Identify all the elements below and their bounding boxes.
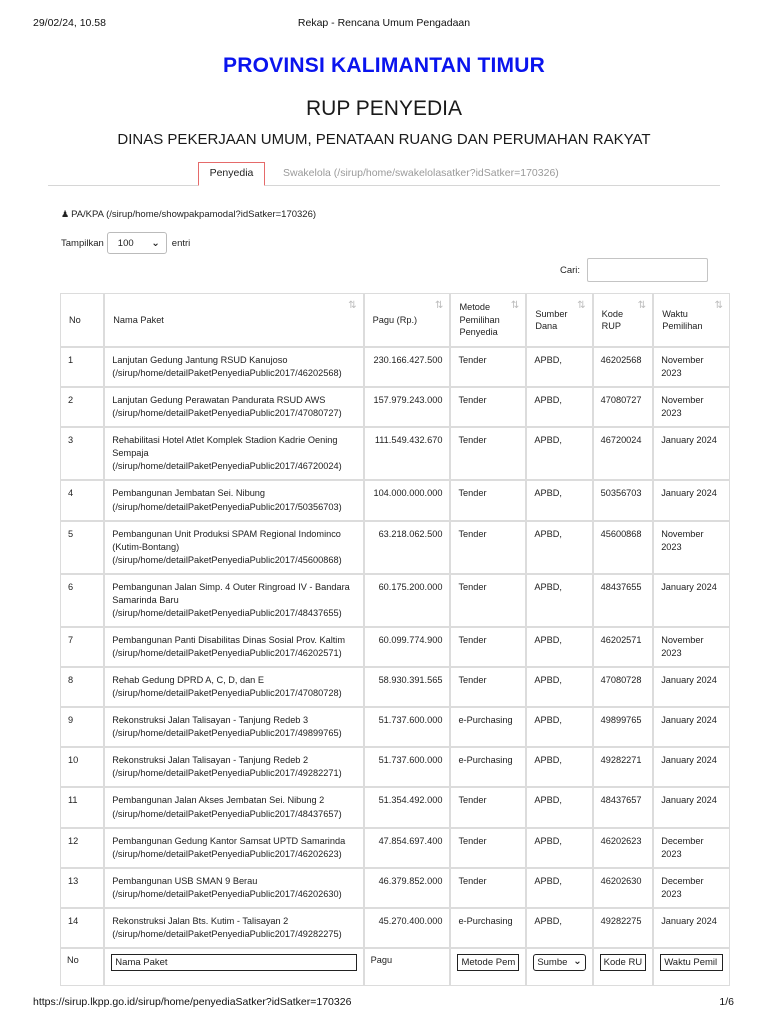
- cell-waktu: November 2023: [653, 521, 730, 574]
- cell-pagu: 60.099.774.900: [364, 627, 451, 667]
- table-row: [60, 347, 730, 387]
- table-row: [60, 707, 730, 747]
- cell-sumber: APBD,: [526, 707, 592, 747]
- cell-pagu: 51.354.492.000: [364, 787, 451, 827]
- cell-nama[interactable]: [104, 908, 363, 948]
- rup-title: RUP PENYEDIA: [306, 97, 462, 120]
- filter-sumber-value: Sumbe: [537, 956, 568, 968]
- cell-sumber: APBD,: [526, 387, 592, 427]
- tab-swakelola[interactable]: Swakelola (/sirup/home/swakelolasatker?idSatker=170326): [283, 167, 559, 179]
- sort-icon: ⇅: [577, 300, 586, 311]
- cell-metode: Tender: [450, 627, 526, 667]
- cell-waktu: January 2024: [653, 480, 730, 520]
- cell-waktu: January 2024: [653, 427, 730, 480]
- cell-nama[interactable]: [104, 347, 363, 387]
- cell-metode: Tender: [450, 427, 526, 480]
- paket-name[interactable]: Rekonstruksi Jalan Bts. Kutim - Talisayan 2: [112, 915, 289, 926]
- filter-metode-input[interactable]: Metode Pem: [457, 954, 519, 971]
- cell-nama[interactable]: [104, 480, 363, 520]
- cell-sumber: APBD,: [526, 427, 592, 480]
- entries-suffix: entri: [171, 237, 191, 249]
- table-row: [60, 387, 730, 427]
- paket-link[interactable]: (/sirup/home/detailPaketPenyediaPublic2017/49282271): [112, 768, 342, 779]
- cell-pagu: 111.549.432.670: [364, 427, 451, 480]
- cell-kode: 46720024: [593, 427, 654, 480]
- cell-metode: Tender: [450, 868, 526, 908]
- cell-no: 3: [60, 427, 104, 480]
- cell-metode: Tender: [450, 574, 526, 627]
- sort-icon: ⇅: [510, 300, 520, 311]
- footer-pagu: Pagu: [364, 948, 451, 986]
- cell-kode: 49899765: [593, 707, 654, 747]
- cell-no: 6: [60, 574, 104, 627]
- cell-kode: 47080727: [593, 387, 654, 427]
- paket-link[interactable]: (/sirup/home/detailPaketPenyediaPublic2017/47080727): [112, 408, 342, 419]
- col-header-waktu[interactable]: Waktu Pemilihan ⇅: [653, 293, 730, 347]
- entries-length-control: [61, 232, 190, 254]
- footer-metode-cell: [450, 948, 526, 986]
- cell-pagu: 104.000.000.000: [364, 480, 451, 520]
- table-row: [60, 574, 730, 627]
- cell-no: 7: [60, 627, 104, 667]
- cell-metode: e-Purchasing: [450, 908, 526, 948]
- print-page-title: Rekap - Rencana Umum Pengadaan: [297, 17, 471, 29]
- paket-name[interactable]: Rekonstruksi Jalan Talisayan - Tanjung Redeb 2: [112, 755, 309, 766]
- cell-sumber: APBD,: [526, 868, 592, 908]
- paket-name[interactable]: Pembangunan Panti Disabilitas Dinas Sosial Prov. Kaltim: [112, 634, 345, 645]
- print-datetime: 29/02/24, 10.58: [33, 17, 106, 29]
- filter-sumber-select[interactable]: [533, 954, 585, 971]
- cell-pagu: 157.979.243.000: [364, 387, 451, 427]
- tab-bar: [48, 162, 720, 186]
- table-row: [60, 908, 730, 948]
- footer-sumber-cell: [526, 948, 592, 986]
- footer-no: No: [60, 948, 104, 986]
- cell-kode: 46202630: [593, 868, 654, 908]
- cell-sumber: APBD,: [526, 667, 592, 707]
- search-label: Cari:: [560, 264, 581, 276]
- cell-sumber: APBD,: [526, 347, 592, 387]
- cell-pagu: 58.930.391.565: [364, 667, 451, 707]
- cell-metode: e-Purchasing: [450, 707, 526, 747]
- pa-kpa-link[interactable]: [61, 209, 316, 220]
- cell-waktu: January 2024: [653, 707, 730, 747]
- filter-kode-input[interactable]: Kode RU: [600, 954, 647, 971]
- cell-no: 4: [60, 480, 104, 520]
- paket-name[interactable]: Pembangunan USB SMAN 9 Berau: [112, 875, 258, 886]
- search-control: [560, 258, 708, 282]
- sort-icon: ⇅: [348, 300, 357, 311]
- cell-pagu: 45.270.400.000: [364, 908, 451, 948]
- paket-link[interactable]: (/sirup/home/detailPaketPenyediaPublic2017/46720024): [112, 461, 342, 472]
- cell-kode: 49282275: [593, 908, 654, 948]
- paket-link[interactable]: (/sirup/home/detailPaketPenyediaPublic2017/48437657): [112, 808, 342, 819]
- filter-nama-input[interactable]: Nama Paket: [111, 954, 356, 971]
- footer-kode-cell: [593, 948, 654, 986]
- cell-pagu: 46.379.852.000: [364, 868, 451, 908]
- cell-nama[interactable]: [104, 427, 363, 480]
- col-header-nama[interactable]: Nama Paket ⇅: [104, 293, 363, 347]
- cell-kode: 46202568: [593, 347, 654, 387]
- print-url: https://sirup.lkpp.go.id/sirup/home/penyediaSatker?idSatker=170326: [33, 996, 352, 1008]
- table-row: [60, 480, 730, 520]
- cell-kode: 48437657: [593, 787, 654, 827]
- col-header-kode[interactable]: Kode RUP ⇅: [593, 293, 654, 347]
- cell-pagu: 230.166.427.500: [364, 347, 451, 387]
- col-header-no[interactable]: No: [60, 293, 104, 347]
- paket-name[interactable]: Rehab Gedung DPRD A, C, D, dan E: [112, 675, 264, 686]
- cell-nama[interactable]: [104, 627, 363, 667]
- cell-sumber: APBD,: [526, 480, 592, 520]
- cell-kode: 50356703: [593, 480, 654, 520]
- table-row: [60, 667, 730, 707]
- table-row: [60, 828, 730, 868]
- cell-metode: Tender: [450, 387, 526, 427]
- entries-prefix: Tampilkan: [61, 237, 104, 249]
- cell-no: 13: [60, 868, 104, 908]
- cell-nama[interactable]: [104, 747, 363, 787]
- cell-nama[interactable]: [104, 828, 363, 868]
- cell-no: 12: [60, 828, 104, 868]
- sort-icon: ⇅: [714, 300, 723, 311]
- cell-sumber: APBD,: [526, 828, 592, 868]
- cell-nama[interactable]: [104, 868, 363, 908]
- table-row: [60, 521, 730, 574]
- table-row: [60, 868, 730, 908]
- cell-kode: 49282271: [593, 747, 654, 787]
- cell-metode: Tender: [450, 667, 526, 707]
- sort-icon: ⇅: [637, 300, 647, 311]
- table-row: [60, 427, 730, 480]
- cell-nama[interactable]: [104, 521, 363, 574]
- cell-no: 5: [60, 521, 104, 574]
- cell-no: 9: [60, 707, 104, 747]
- paket-link[interactable]: (/sirup/home/detailPaketPenyediaPublic2017/47080728): [112, 688, 342, 699]
- cell-no: 8: [60, 667, 104, 707]
- paket-link[interactable]: (/sirup/home/detailPaketPenyediaPublic2017/48437655): [112, 607, 342, 618]
- cell-waktu: December 2023: [653, 828, 730, 868]
- paket-name[interactable]: Pembangunan Jalan Simp. 4 Outer Ringroad IV - Bandara Samarinda Baru: [112, 581, 350, 605]
- cell-waktu: January 2024: [653, 787, 730, 827]
- col-header-sumber[interactable]: Sumber Dana ⇅: [526, 293, 592, 347]
- cell-kode: 46202623: [593, 828, 654, 868]
- col-header-pagu[interactable]: Pagu (Rp.) ⇅: [364, 293, 451, 347]
- search-input[interactable]: [587, 258, 708, 282]
- cell-waktu: January 2024: [653, 908, 730, 948]
- cell-kode: 46202571: [593, 627, 654, 667]
- paket-name[interactable]: Pembangunan Unit Produksi SPAM Regional Indominco (Kutim-Bontang): [112, 528, 341, 552]
- paket-name[interactable]: Lanjutan Gedung Jantung RSUD Kanujoso: [112, 355, 288, 365]
- cell-kode: 45600868: [593, 521, 654, 574]
- cell-waktu: November 2023: [653, 347, 730, 387]
- cell-metode: Tender: [450, 347, 526, 387]
- paket-link[interactable]: (/sirup/home/detailPaketPenyediaPublic2017/46202568): [112, 368, 342, 379]
- sort-icon: ⇅: [435, 300, 444, 311]
- cell-no: 14: [60, 908, 104, 948]
- paket-name[interactable]: Rehabilitasi Hotel Atlet Komplek Stadion Kadrie Oening Sempaja: [112, 435, 338, 459]
- cell-nama[interactable]: [104, 387, 363, 427]
- paket-link[interactable]: (/sirup/home/detailPaketPenyediaPublic2017/50356703): [112, 501, 342, 512]
- cell-waktu: January 2024: [653, 747, 730, 787]
- entries-select-value: 100: [117, 237, 134, 249]
- filter-waktu-input[interactable]: Waktu Pemil: [660, 954, 723, 971]
- cell-pagu: 60.175.200.000: [364, 574, 451, 627]
- cell-pagu: 51.737.600.000: [364, 747, 451, 787]
- cell-sumber: APBD,: [526, 574, 592, 627]
- footer-nama-cell: [104, 948, 363, 986]
- cell-waktu: January 2024: [653, 667, 730, 707]
- cell-no: 11: [60, 787, 104, 827]
- dinas-title: DINAS PEKERJAAN UMUM, PENATAAN RUANG DAN PERUMAHAN RAKYAT: [117, 131, 651, 148]
- cell-sumber: APBD,: [526, 747, 592, 787]
- cell-metode: Tender: [450, 828, 526, 868]
- cell-waktu: November 2023: [653, 387, 730, 427]
- cell-pagu: 47.854.697.400: [364, 828, 451, 868]
- cell-sumber: APBD,: [526, 521, 592, 574]
- cell-sumber: APBD,: [526, 787, 592, 827]
- cell-pagu: 51.737.600.000: [364, 707, 451, 747]
- paket-name[interactable]: Pembangunan Gedung Kantor Samsat UPTD Samarinda: [112, 835, 346, 846]
- print-header: [0, 17, 768, 31]
- tab-penyedia[interactable]: Penyedia: [198, 162, 265, 186]
- cell-nama[interactable]: [104, 787, 363, 827]
- table-row: [60, 627, 730, 667]
- cell-nama[interactable]: [104, 707, 363, 747]
- cell-no: 10: [60, 747, 104, 787]
- cell-kode: 47080728: [593, 667, 654, 707]
- pa-kpa-label: PA/KPA (/sirup/home/showpakpamodal?idSatker=170326): [71, 209, 317, 220]
- paket-link[interactable]: (/sirup/home/detailPaketPenyediaPublic2017/46202630): [112, 888, 342, 899]
- cell-metode: e-Purchasing: [450, 747, 526, 787]
- cell-kode: 48437655: [593, 574, 654, 627]
- paket-link[interactable]: (/sirup/home/detailPaketPenyediaPublic2017/46202571): [112, 648, 342, 658]
- table-row: [60, 787, 730, 827]
- paket-link[interactable]: (/sirup/home/detailPaketPenyediaPublic2017/49899765): [112, 728, 342, 739]
- table-header-row: [60, 293, 730, 347]
- cell-sumber: APBD,: [526, 908, 592, 948]
- cell-no: 2: [60, 387, 104, 427]
- print-page-number: 1/6: [719, 996, 734, 1008]
- cell-no: 1: [60, 347, 104, 387]
- paket-name[interactable]: Pembangunan Jembatan Sei. Nibung: [112, 488, 266, 499]
- province-title: PROVINSI KALIMANTAN TIMUR: [223, 54, 545, 77]
- paket-link[interactable]: (/sirup/home/detailPaketPenyediaPublic2017/45600868): [112, 554, 342, 565]
- paket-name[interactable]: Rekonstruksi Jalan Talisayan - Tanjung Redeb 3: [112, 715, 309, 726]
- entries-select[interactable]: [107, 232, 167, 254]
- cell-waktu: January 2024: [653, 574, 730, 627]
- paket-link[interactable]: (/sirup/home/detailPaketPenyediaPublic2017/46202623): [112, 848, 342, 859]
- table-row: [60, 747, 730, 787]
- cell-sumber: APBD,: [526, 627, 592, 667]
- paket-name[interactable]: Pembangunan Jalan Akses Jembatan Sei. Nibung 2: [112, 795, 325, 806]
- chevron-down-icon: ⌄: [573, 956, 582, 968]
- col-header-metode[interactable]: Metode Pemilihan Penyedia ⇅: [450, 293, 526, 347]
- print-footer: [0, 996, 768, 1010]
- paket-link[interactable]: (/sirup/home/detailPaketPenyediaPublic2017/49282275): [112, 928, 342, 939]
- cell-metode: Tender: [450, 480, 526, 520]
- table-filter-row: [60, 948, 730, 986]
- cell-metode: Tender: [450, 787, 526, 827]
- paket-name[interactable]: Lanjutan Gedung Perawatan Pandurata RSUD AWS: [112, 395, 326, 406]
- footer-waktu-cell: [653, 948, 730, 986]
- cell-waktu: December 2023: [653, 868, 730, 908]
- cell-nama[interactable]: [104, 667, 363, 707]
- chevron-down-icon: ⌄: [151, 237, 160, 249]
- user-icon: ♟: [61, 209, 70, 219]
- rup-table: [60, 293, 730, 986]
- cell-waktu: November 2023: [653, 627, 730, 667]
- cell-nama[interactable]: [104, 574, 363, 627]
- cell-pagu: 63.218.062.500: [364, 521, 451, 574]
- cell-metode: Tender: [450, 521, 526, 574]
